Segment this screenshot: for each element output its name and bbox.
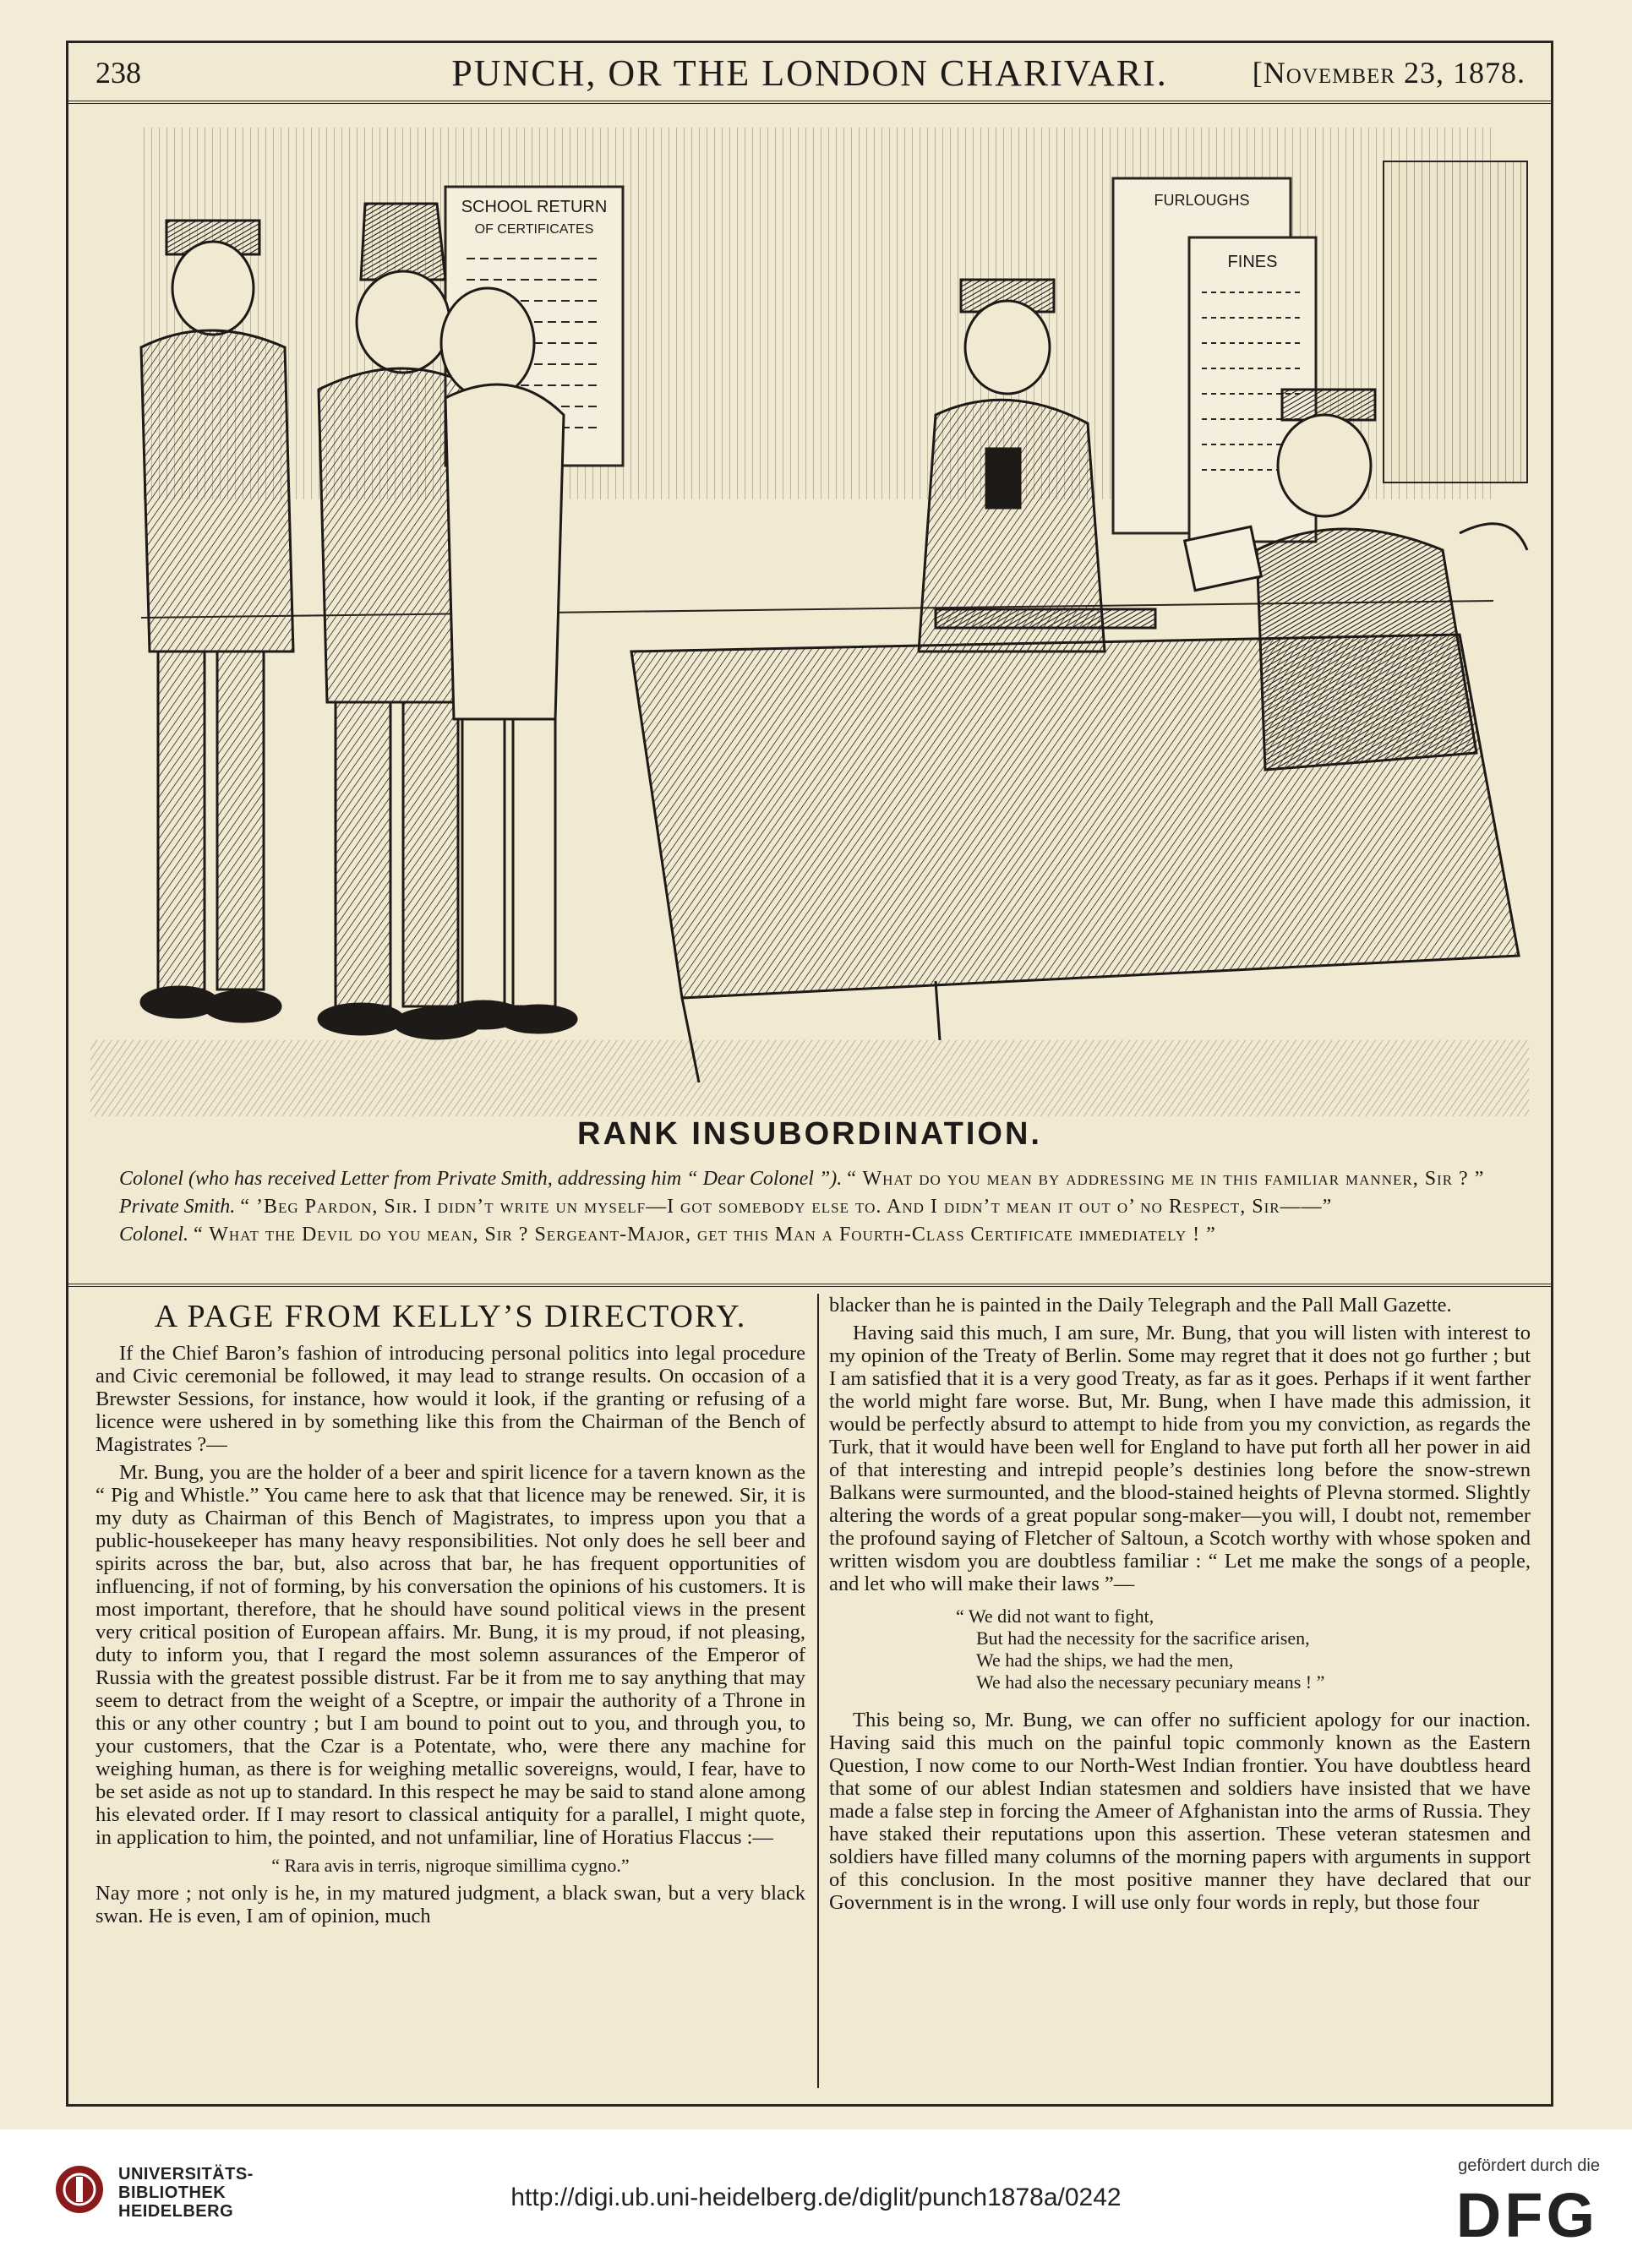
column-divider (817, 1294, 819, 2088)
svg-text:SCHOOL RETURN: SCHOOL RETURN (461, 198, 608, 216)
library-name: UNIVERSITÄTS- BIBLIOTHEK HEIDELBERG (118, 2165, 254, 2221)
caption-line-2: Private Smith. “ ’Beg Pardon, Sir. I didn’t write un myself—I got somebody else to. And I didn’t mean it out o’ no Respect, Sir——” (119, 1196, 1333, 1218)
verse-quote (956, 1606, 1531, 1693)
cartoon-title: RANK INSUBORDINATION. (577, 1116, 1042, 1152)
caption-line-1: Colonel (who has received Letter from Private Smith, addressing him “ Dear Colonel ”). “ What do you mean by addressing me in this familiar manner, Sir ? ” (119, 1168, 1485, 1190)
article-column-right (829, 1294, 1531, 2088)
svg-text:FURLOUGHS: FURLOUGHS (1154, 192, 1250, 209)
verse-line: We had the ships, we had the men, (976, 1649, 1234, 1671)
source-url-link[interactable]: http://digi.ub.uni-heidelberg.de/diglit/punch1878a/0242 (510, 2183, 1122, 2211)
caption-line-3: Colonel. “ What the Devil do you mean, Sir ? Sergeant-Major, get this Man a Fourth-Class Certificate immediately ! ” (119, 1224, 1216, 1246)
paragraph: Mr. Bung, you are the holder of a beer and spirit licence for a tavern known as the “ Pig and Whistle.” You came here to ask that that licence may be renewed. Sir, it is my duty as Chairman of this Bench of Magistrates, to impress upon you that a public-housekeeper has many heavy responsibilities. Not only does he sell beer and spirits across the bar, but, also across that bar, he has frequent opportunities of influencing, if not of forming, by his conversation the opinions of his customers. It is most important, therefore, that he should have sound political views in the present very critical position of European affairs. Mr. Bung, it is my proud, if not pleasing, duty to inform you, that I regard the most solemn assurances of the Emperor of Russia with the greatest possible distrust. Far be it from me to say anything that may seem to detract from the weight of a Sceptre, or impair the authority of a Throne in this or any other country ; but I am bound to point out to you, and through you, to your customers, that the Czar is a Potentate, who, were there any machine for weighing human, as there is for weighing metallic sovereigns, would, I fear, have to be set aside as not up to standard. In this respect he may be said to stand alone among his elevated order. If I may resort to classical antiquity for a parallel, I might quote, in application to him, the pointed, and not unfamiliar, line of Horatius Flaccus :— (96, 1461, 805, 1849)
paragraph: If the Chief Baron’s fashion of introducing personal politics into legal procedure and Civic ceremonial be followed, it may lead to strange results. On occasion of a Brewster Sessions, for instance, how would it look, if the granting or refusing of a licence were ushered in by something like this from the Chairman of the Bench of Magistrates ?— (96, 1342, 805, 1456)
digitization-footer (0, 2129, 1632, 2268)
cartoon-caption (119, 1165, 1517, 1249)
newspaper-page (66, 41, 1553, 2107)
paragraph: Nay more ; not only is he, in my matured judgment, a black swan, but a very black swan. He is even, I am of opinion, much (96, 1882, 805, 1927)
issue-date: [November 23, 1878. (1252, 56, 1526, 90)
cartoon-illustration (90, 111, 1529, 1116)
page-header (68, 43, 1551, 104)
article-title: A PAGE FROM KELLY’S DIRECTORY. (154, 1299, 747, 1334)
svg-text:OF CERTIFICATES: OF CERTIFICATES (474, 222, 594, 237)
section-divider (68, 1284, 1551, 1287)
paragraph: This being so, Mr. Bung, we can offer no sufficient apology for our inaction. Having said this much on the painful topic commonly known as the Eastern Question, I now come to our North-West Indian frontier. You have doubtless heard that some of our ablest Indian statesmen and soldiers have insisted that we have made a false step in forcing the Ameer of Afghanistan into the arms of Russia. They have staked their reputations upon this assertion. These veteran statesmen and soldiers have filled many columns of the morning papers with arguments in support of this conclusion. In the most positive manner they have declared that our Government is in the wrong. I will use only four words in reply, but those four (829, 1709, 1531, 1914)
latin-quote: “ Rara avis in terris, nigroque simillima cygno.” (271, 1855, 630, 1876)
verse-line: But had the necessity for the sacrifice arisen, (976, 1627, 1310, 1649)
paragraph: blacker than he is painted in the Daily Telegraph and the Pall Mall Gazette. (829, 1294, 1452, 1317)
page-number: 238 (96, 56, 141, 90)
verse-line: “ We did not want to fight, (956, 1606, 1154, 1627)
verse-line: We had also the necessary pecuniary means ! ” (976, 1671, 1325, 1693)
article-column-left (96, 1294, 805, 2088)
dfg-logo: DFG (1455, 2180, 1598, 2250)
masthead-title: PUNCH, OR THE LONDON CHARIVARI. (451, 52, 1168, 94)
paragraph: Having said this much, I am sure, Mr. Bung, that you will listen with interest to my opinion of the Treaty of Berlin. Some may regret that it does not go further ; but I am satisfied that it is a very good Treaty, as far as it goes. Perhaps if it went farther the world might fare worse. But, Mr. Bung, when I have made this admission, it would be perfectly absurd to attempt to hide from you my conviction, as regards the Turk, that it would have been well for England to have put forth all her power in aid of that interesting and intrepid people’s destinies long before the snow-strewn Balkans were surmounted, and the blood-stained heights of Plevna stormed. Slightly altering the words of a great popular song-maker—you will, I doubt not, remember the profound saying of Fletcher of Saltoun, a Scotch worthy with whose spoken and written wisdom you are doubtless familiar : “ Let me make the songs of a people, and let who will make their laws ”— (829, 1322, 1531, 1595)
svg-text:FINES: FINES (1227, 253, 1278, 271)
funding-label: gefördert durch die (1458, 2156, 1600, 2175)
